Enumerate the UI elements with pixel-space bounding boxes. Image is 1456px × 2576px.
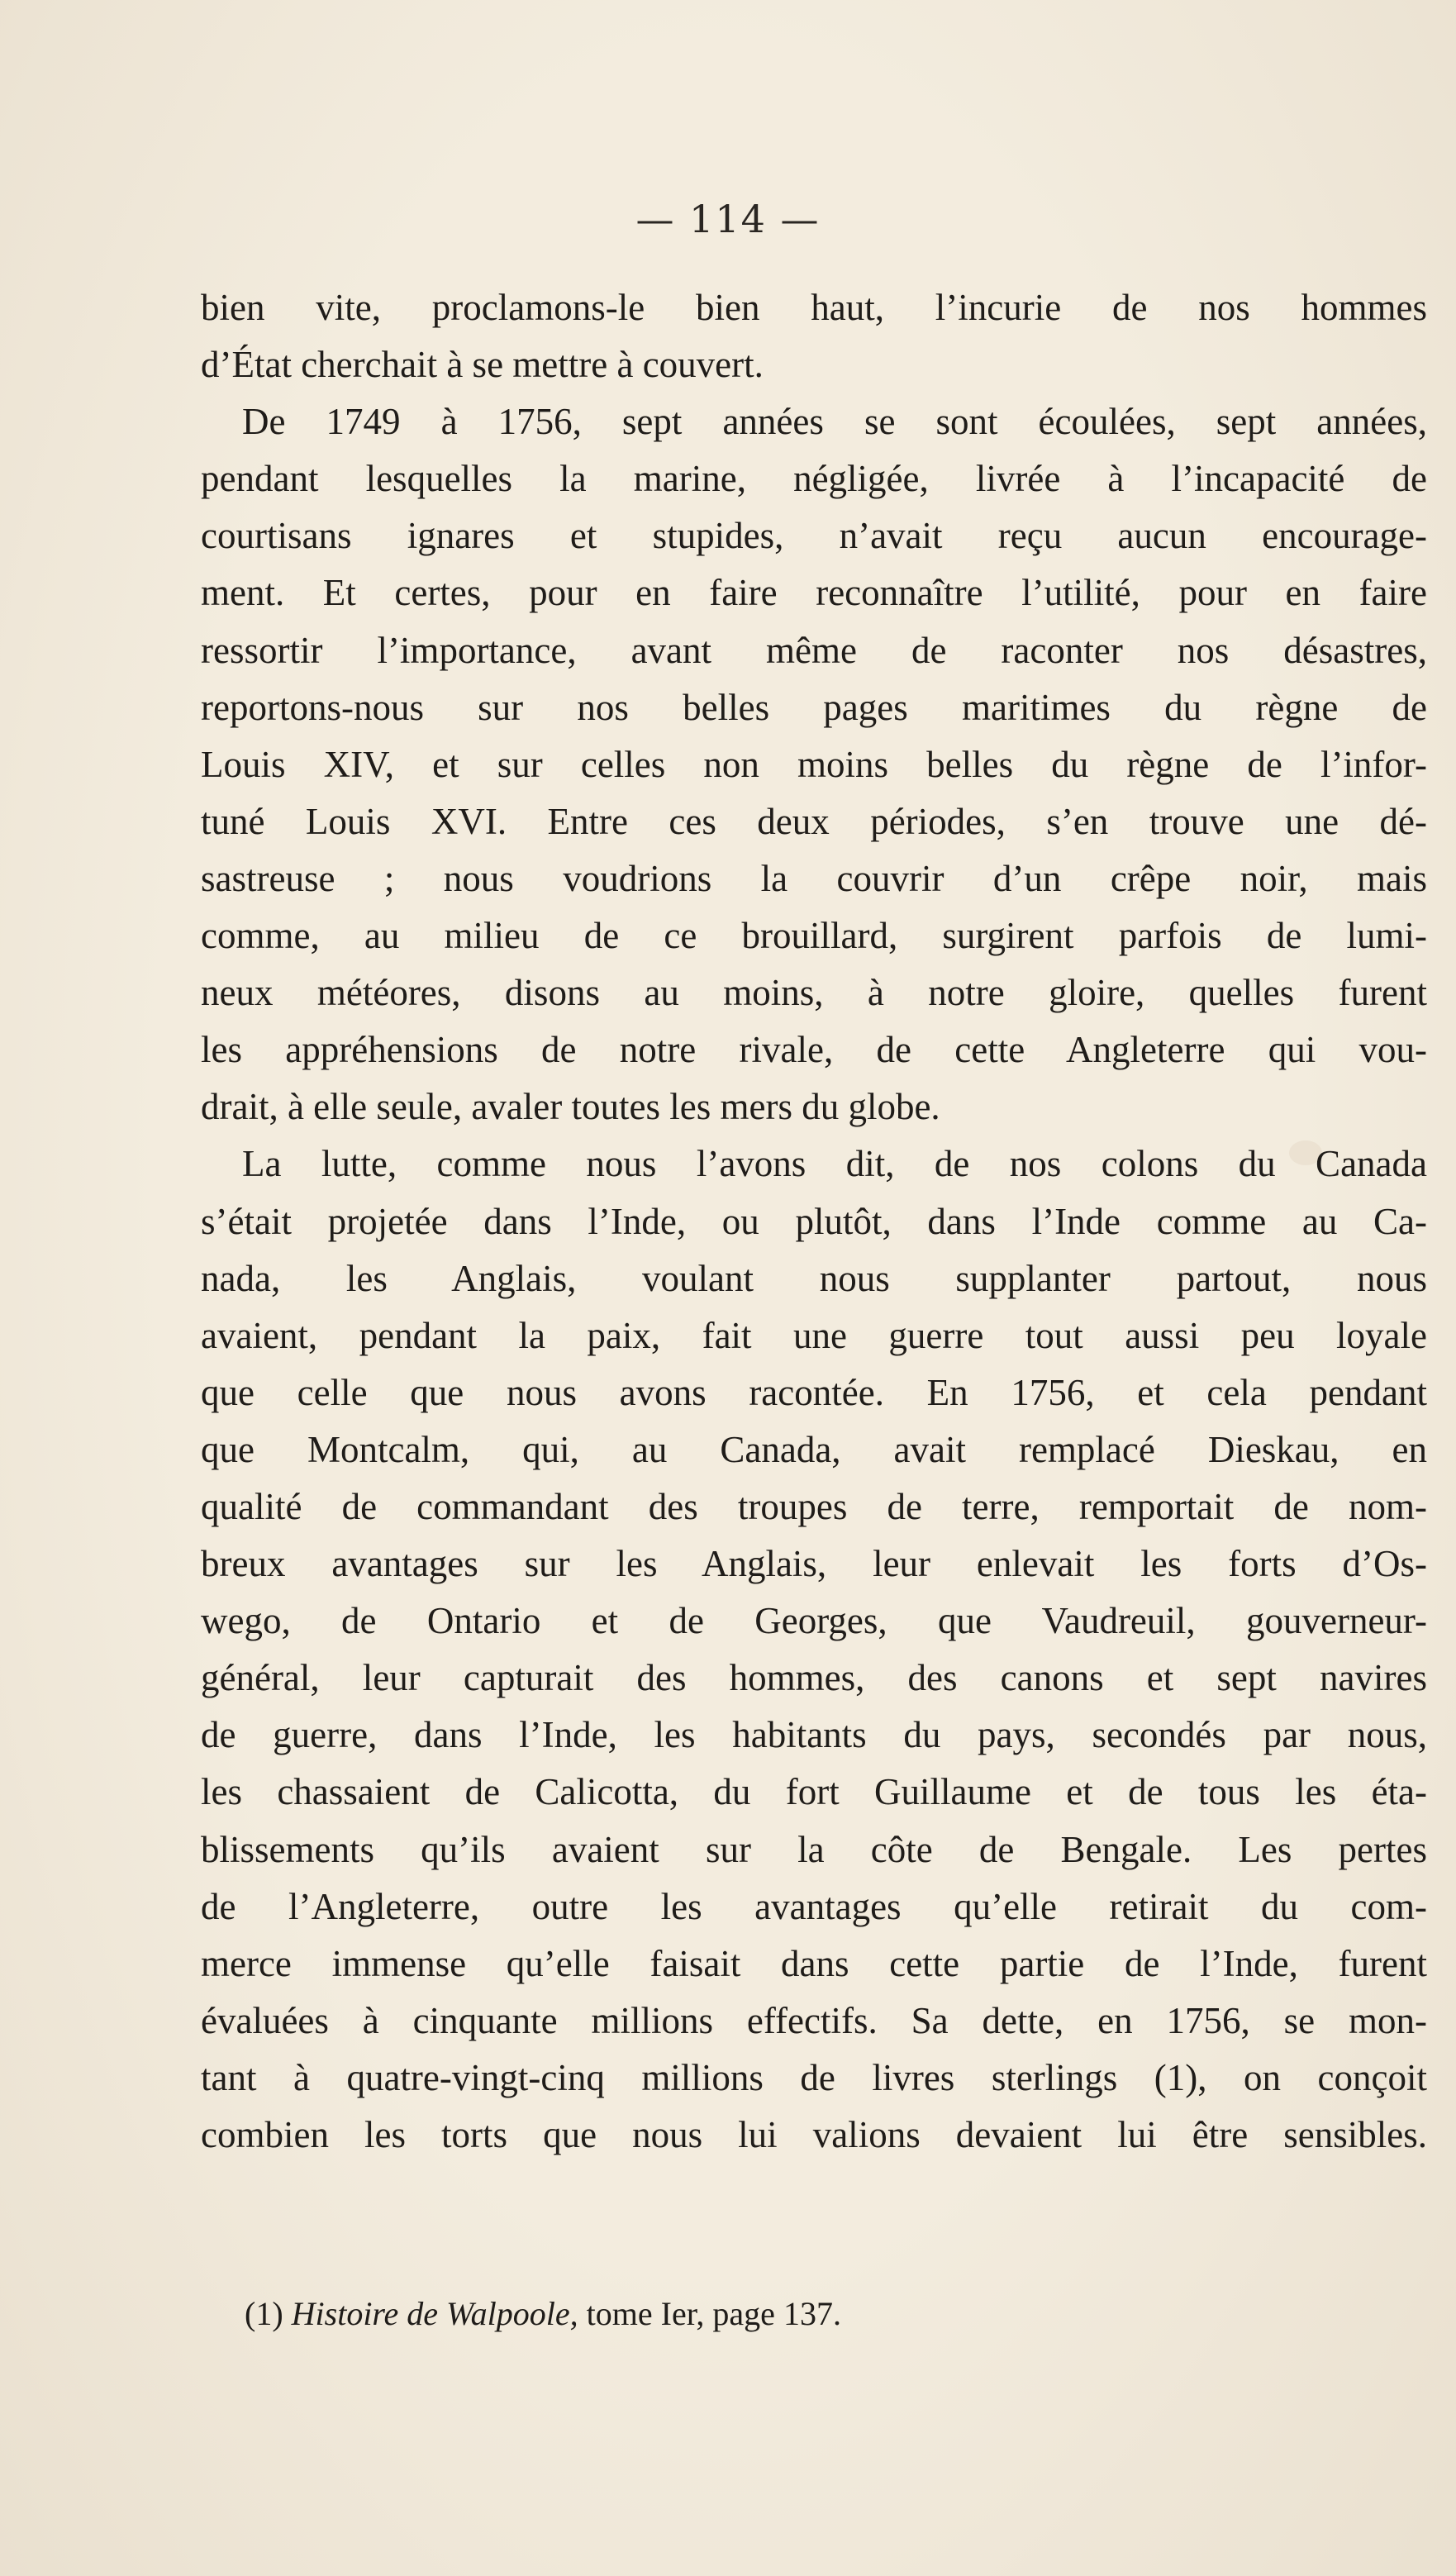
text-line: les appréhensions de notre rivale, de cette Angleterre qui vou-: [201, 1029, 1427, 1071]
text-line: comme, au milieu de ce brouillard, surgirent parfois de lumi-: [201, 915, 1427, 957]
text-line: ment. Et certes, pour en faire reconnaître l’utilité, pour en faire: [201, 572, 1427, 614]
text-line: wego, de Ontario et de Georges, que Vaudreuil, gouverneur-: [201, 1600, 1427, 1642]
text-line: reportons-nous sur nos belles pages maritimes du règne de: [201, 686, 1427, 728]
text-line: nada, les Anglais, voulant nous supplanter partout, nous: [201, 1257, 1427, 1299]
body-text: [201, 279, 1427, 2164]
text-line: que Montcalm, qui, au Canada, avait remplacé Dieskau, en: [201, 1428, 1427, 1470]
text-line: de l’Angleterre, outre les avantages qu’elle retirait du com-: [201, 1885, 1427, 1927]
text-line: neux météores, disons au moins, à notre gloire, quelles furent: [201, 972, 1427, 1014]
footnote-rest: tome Ier, page 137.: [586, 2295, 841, 2332]
text-line: De 1749 à 1756, sept années se sont écoulées, sept années,: [242, 401, 1427, 443]
footnote-title: Histoire de Walpoole,: [291, 2295, 578, 2332]
text-line: merce immense qu’elle faisait dans cette partie de l’Inde, furent: [201, 1942, 1427, 1984]
text-line: pendant lesquelles la marine, négligée, livrée à l’incapacité de: [201, 458, 1427, 500]
text-line: s’était projetée dans l’Inde, ou plutôt, dans l’Inde comme au Ca-: [201, 1200, 1427, 1242]
text-line: d’État cherchait à se mettre à couvert.: [201, 344, 764, 386]
text-line: breux avantages sur les Anglais, leur enlevait les forts d’Os-: [201, 1543, 1427, 1585]
footnote: [245, 2294, 841, 2333]
text-line: les chassaient de Calicotta, du fort Guillaume et de tous les éta-: [201, 1771, 1427, 1813]
text-line: ressortir l’importance, avant même de raconter nos désastres,: [201, 629, 1427, 671]
text-line: La lutte, comme nous l’avons dit, de nos colons du Canada: [242, 1143, 1427, 1185]
page-number: — 114 —: [635, 197, 821, 241]
footnote-marker: (1): [245, 2295, 283, 2332]
text-line: Louis XIV, et sur celles non moins belles du règne de l’infor-: [201, 743, 1427, 785]
text-line: que celle que nous avons racontée. En 1756, et cela pendant: [201, 1371, 1427, 1413]
text-line: général, leur capturait des hommes, des canons et sept navires: [201, 1657, 1427, 1699]
text-line: qualité de commandant des troupes de terre, remportait de nom-: [201, 1485, 1427, 1527]
text-line: courtisans ignares et stupides, n’avait reçu aucun encourage-: [201, 515, 1427, 557]
text-line: tuné Louis XVI. Entre ces deux périodes, s’en trouve une dé-: [201, 800, 1427, 842]
text-line: sastreuse ; nous voudrions la couvrir d’un crêpe noir, mais: [201, 857, 1427, 899]
text-line: blissements qu’ils avaient sur la côte de Bengale. Les pertes: [201, 1828, 1427, 1870]
text-line: bien vite, proclamons-le bien haut, l’incurie de nos hommes: [201, 287, 1427, 328]
text-line: de guerre, dans l’Inde, les habitants du pays, secondés par nous,: [201, 1714, 1427, 1756]
text-line: tant à quatre-vingt-cinq millions de livres sterlings (1), on conçoit: [201, 2056, 1427, 2098]
text-line: combien les torts que nous lui valions devaient lui être sensibles.: [201, 2114, 1427, 2155]
text-line: évaluées à cinquante millions effectifs. Sa dette, en 1756, se mon-: [201, 1999, 1427, 2041]
text-line: avaient, pendant la paix, fait une guerre tout aussi peu loyale: [201, 1314, 1427, 1356]
text-line: drait, à elle seule, avaler toutes les mers du globe.: [201, 1086, 940, 1128]
